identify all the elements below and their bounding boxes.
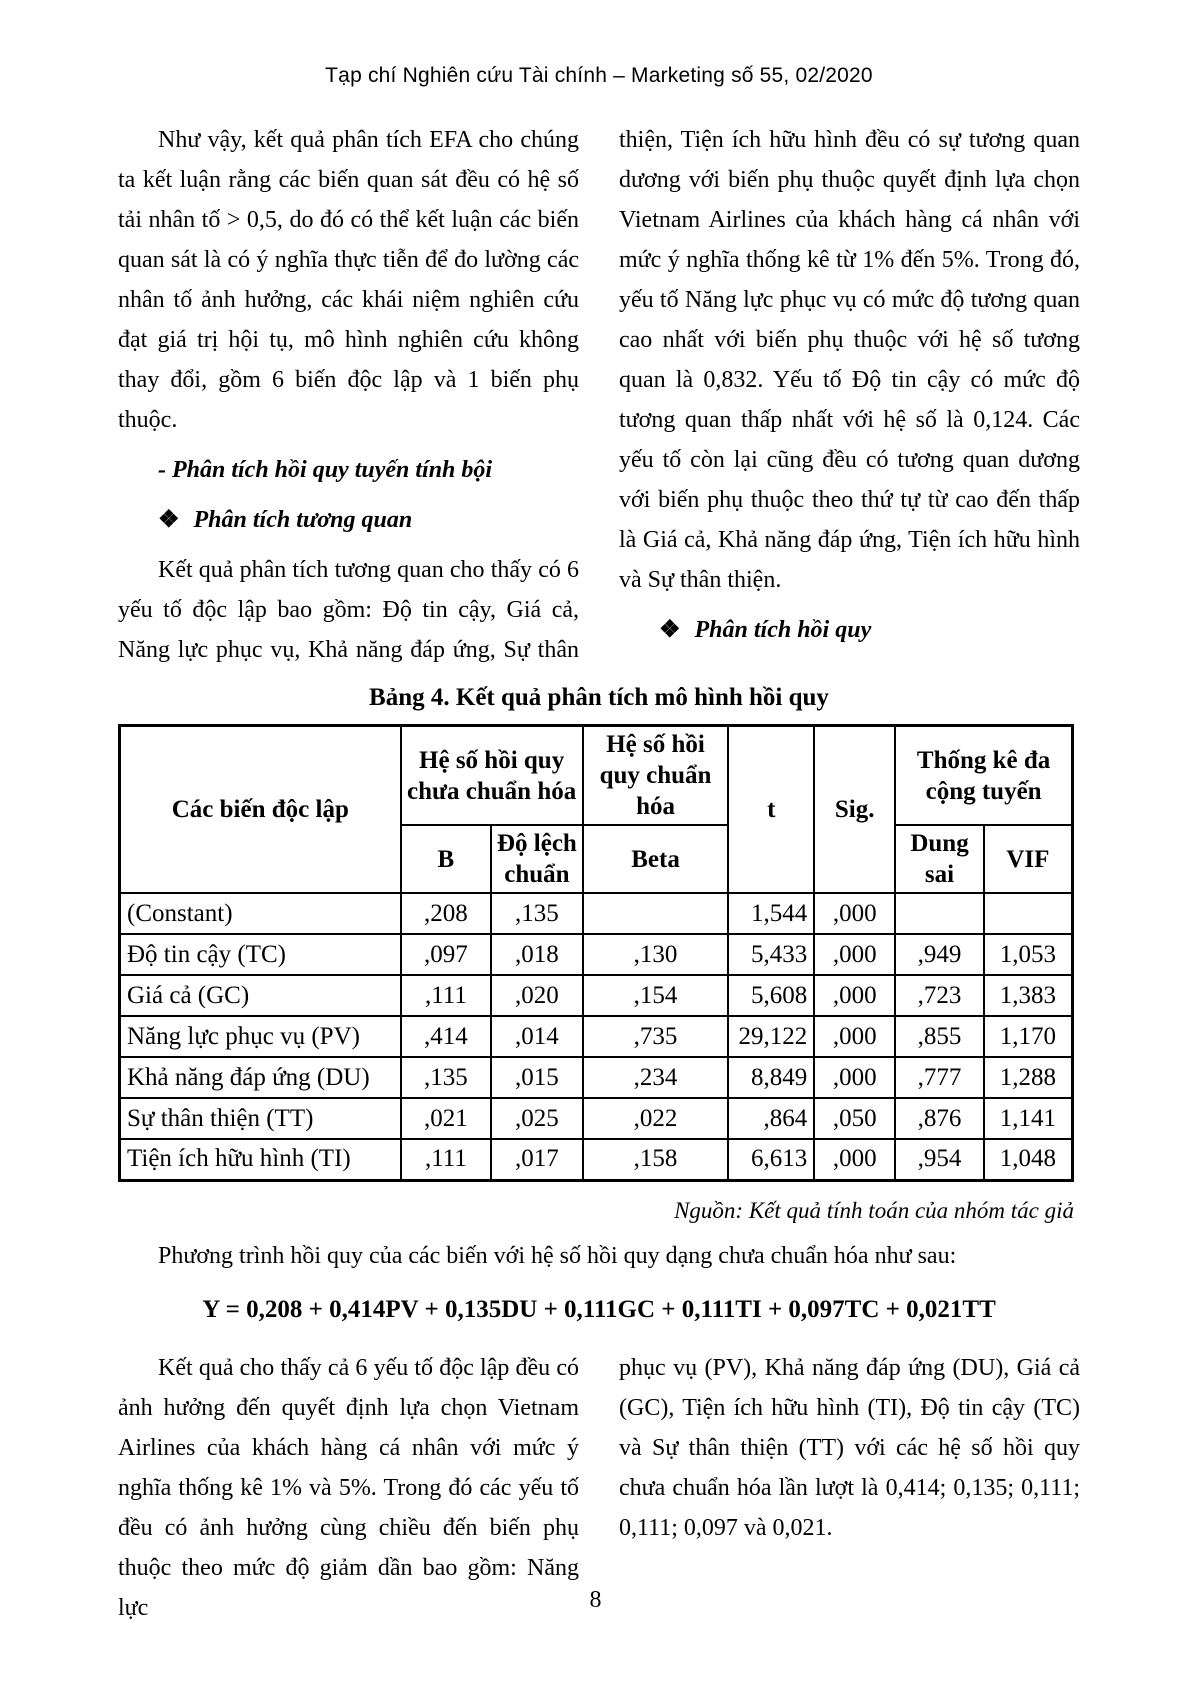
col-header-std-error: Độ lệch chuẩn	[491, 825, 582, 893]
col-header-b: B	[401, 825, 492, 893]
row-variable-name: Khả năng đáp ứng (DU)	[120, 1057, 401, 1098]
cell-t: 6,613	[728, 1139, 814, 1180]
cell-tolerance: ,777	[895, 1057, 984, 1098]
cell-b: ,135	[401, 1057, 492, 1098]
top-left-column	[118, 120, 579, 670]
diamond-bullet-icon: ❖	[659, 617, 681, 643]
cell-vif: 1,383	[984, 975, 1073, 1016]
para-result-continued: phục vụ (PV), Khả năng đáp ứng (DU), Giá cả (GC), Tiện ích hữu hình (TI), Độ tin cậy (TC) và Sự thân thiện (TT) với các hệ số hồi quy chưa chuẩn hóa lần lượt là 0,414; 0,135; 0,111; 0,111; 0,097 và 0,021.	[619, 1354, 1080, 1541]
cell-tolerance: ,876	[895, 1098, 984, 1139]
cell-vif: 1,048	[984, 1139, 1073, 1180]
cell-beta: ,154	[583, 975, 729, 1016]
col-header-t: t	[728, 726, 814, 894]
cell-t: 8,849	[728, 1057, 814, 1098]
cell-b: ,414	[401, 1016, 492, 1057]
cell-std-error: ,018	[491, 934, 582, 975]
para-correlation-result: Kết quả phân tích tương quan cho thấy có 6 yếu tố độc lập bao gồm: Độ tin cậy, Giá cả, Năng lực phục vụ, Khả năng đáp ứng, Sự thân	[118, 557, 579, 663]
cell-t: ,864	[728, 1098, 814, 1139]
cell-tolerance: ,723	[895, 975, 984, 1016]
cell-tolerance: ,855	[895, 1016, 984, 1057]
cell-beta: ,735	[583, 1016, 729, 1057]
cell-tolerance: ,954	[895, 1139, 984, 1180]
col-header-variables: Các biến độc lập	[120, 726, 401, 894]
regression-equation: Y = 0,208 + 0,414PV + 0,135DU + 0,111GC + 0,111TI + 0,097TC + 0,021TT	[202, 1295, 996, 1323]
para-equation-intro: Phương trình hồi quy của các biến với hệ số hồi quy dạng chưa chuẩn hóa như sau:	[158, 1242, 957, 1269]
row-variable-name: Độ tin cậy (TC)	[120, 934, 401, 975]
cell-std-error: ,135	[491, 893, 582, 934]
cell-b: ,111	[401, 975, 492, 1016]
heading-regression-label: Phân tích hồi quy	[694, 617, 872, 643]
col-group-collinearity: Thống kê đa cộng tuyến	[895, 726, 1072, 826]
table-row	[120, 1139, 1073, 1180]
journal-header: Tạp chí Nghiên cứu Tài chính – Marketing số 55, 02/2020	[325, 64, 873, 87]
col-header-sig: Sig.	[814, 726, 895, 894]
row-variable-name: (Constant)	[120, 893, 401, 934]
para-correlation-continued: thiện, Tiện ích hữu hình đều có sự tương quan dương với biến phụ thuộc quyết định lựa chọn Vietnam Airlines của khách hàng cá nhân với mức ý nghĩa thống kê từ 1% đến 5%. Trong đó, yếu tố Năng lực phục vụ có mức độ tương quan cao nhất với biến phụ thuộc với hệ số tương quan là 0,832. Yếu tố Độ tin cậy có mức độ tương quan thấp nhất với hệ số là 0,124. Các yếu tố còn lại cũng đều có tương quan dương với biến phụ thuộc theo thứ tự từ cao đến thấp là Giá cả, Khả năng đáp ứng, Tiện ích hữu hình và Sự thân thiện.	[619, 127, 1080, 593]
heading-regression-analysis	[619, 610, 1080, 650]
top-right-column	[619, 120, 1080, 670]
table-title: Bảng 4. Kết quả phân tích mô hình hồi quy	[369, 684, 829, 711]
cell-sig: ,000	[814, 1016, 895, 1057]
table-row	[120, 1016, 1073, 1057]
cell-vif: 1,288	[984, 1057, 1073, 1098]
cell-std-error: ,015	[491, 1057, 582, 1098]
cell-sig: ,000	[814, 934, 895, 975]
cell-vif: 1,170	[984, 1016, 1073, 1057]
cell-b: ,021	[401, 1098, 492, 1139]
heading-multiple-regression-label: - Phân tích hồi quy tuyến tính bội	[158, 457, 493, 483]
table-row	[120, 893, 1073, 934]
cell-b: ,208	[401, 893, 492, 934]
row-variable-name: Giá cả (GC)	[120, 975, 401, 1016]
cell-t: 1,544	[728, 893, 814, 934]
cell-beta: ,158	[583, 1139, 729, 1180]
cell-b: ,111	[401, 1139, 492, 1180]
cell-std-error: ,020	[491, 975, 582, 1016]
table-source-note: Nguồn: Kết quả tính toán của nhóm tác giả	[674, 1197, 1074, 1223]
bottom-left-column	[118, 1348, 579, 1628]
cell-t: 5,433	[728, 934, 814, 975]
cell-t: 29,122	[728, 1016, 814, 1057]
cell-sig: ,000	[814, 975, 895, 1016]
cell-beta	[583, 893, 729, 934]
cell-beta: ,022	[583, 1098, 729, 1139]
cell-sig: ,000	[814, 893, 895, 934]
col-header-vif: VIF	[984, 825, 1073, 893]
cell-vif	[984, 893, 1073, 934]
cell-beta: ,130	[583, 934, 729, 975]
cell-sig: ,050	[814, 1098, 895, 1139]
cell-sig: ,000	[814, 1139, 895, 1180]
table-row	[120, 975, 1073, 1016]
cell-std-error: ,017	[491, 1139, 582, 1180]
bottom-right-column	[619, 1348, 1080, 1628]
row-variable-name: Sự thân thiện (TT)	[120, 1098, 401, 1139]
regression-results-table	[118, 724, 1074, 1182]
cell-tolerance	[895, 893, 984, 934]
cell-vif: 1,053	[984, 934, 1073, 975]
bottom-two-column-section	[118, 1348, 1080, 1628]
table-row	[120, 1057, 1073, 1098]
cell-t: 5,608	[728, 975, 814, 1016]
cell-std-error: ,014	[491, 1016, 582, 1057]
heading-multiple-regression	[118, 450, 579, 490]
col-group-unstandardized: Hệ số hồi quy chưa chuẩn hóa	[401, 726, 583, 826]
cell-sig: ,000	[814, 1057, 895, 1098]
col-header-tolerance: Dung sai	[895, 825, 984, 893]
table-header-group-row	[120, 726, 1073, 826]
table-row	[120, 1098, 1073, 1139]
para-efa-conclusion: Như vậy, kết quả phân tích EFA cho chúng ta kết luận rằng các biến quan sát đều có hệ số tải nhân tố > 0,5, do đó có thể kết luận các biến quan sát là có ý nghĩa thực tiễn để đo lường các nhân tố ảnh hưởng, các khái niệm nghiên cứu đạt giá trị hội tụ, mô hình nghiên cứu không thay đổi, gồm 6 biến độc lập và 1 biến phụ thuộc.	[118, 127, 579, 433]
cell-beta: ,234	[583, 1057, 729, 1098]
col-header-beta: Beta	[583, 825, 729, 893]
diamond-bullet-icon: ❖	[158, 507, 180, 533]
heading-correlation-analysis	[118, 500, 579, 540]
top-two-column-section	[118, 120, 1080, 670]
table-row	[120, 934, 1073, 975]
row-variable-name: Tiện ích hữu hình (TI)	[120, 1139, 401, 1180]
cell-tolerance: ,949	[895, 934, 984, 975]
cell-b: ,097	[401, 934, 492, 975]
cell-vif: 1,141	[984, 1098, 1073, 1139]
page-number: 8	[589, 1587, 602, 1613]
cell-std-error: ,025	[491, 1098, 582, 1139]
para-result-left: Kết quả cho thấy cả 6 yếu tố độc lập đều có ảnh hưởng đến quyết định lựa chọn Vietnam Airlines của khách hàng cá nhân với mức ý nghĩa thống kê 1% và 5%. Trong đó các yếu tố đều có ảnh hưởng cùng chiều đến biến phụ thuộc theo mức độ giảm dần bao gồm: Năng lực	[118, 1354, 579, 1621]
col-group-standardized: Hệ số hồi quy chuẩn hóa	[583, 726, 729, 826]
row-variable-name: Năng lực phục vụ (PV)	[120, 1016, 401, 1057]
heading-correlation-label: Phân tích tương quan	[193, 507, 413, 533]
